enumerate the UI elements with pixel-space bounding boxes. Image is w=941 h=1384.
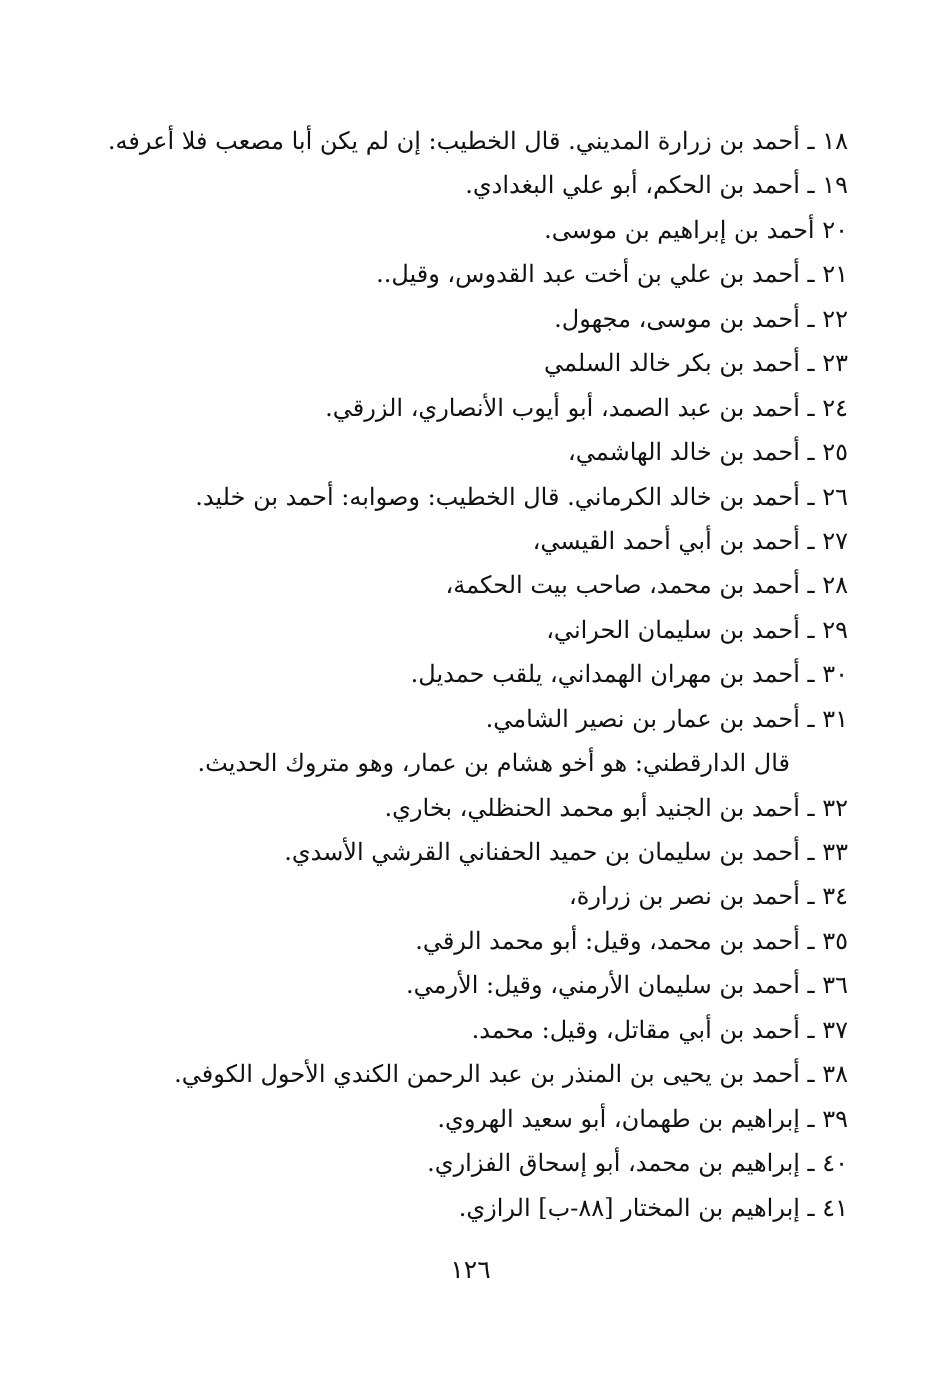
list-item: ٢٦ ـ أحمد بن خالد الكرماني. قال الخطيب: وصوابه: أحمد بن خليد. <box>195 482 848 511</box>
list-item: ٢٠ أحمد بن إبراهيم بن موسى. <box>544 215 848 244</box>
list-item: ٣٩ ـ إبراهيم بن طهمان، أبو سعيد الهروي. <box>437 1104 848 1133</box>
list-item: ٤٠ ـ إبراهيم بن محمد، أبو إسحاق الفزاري. <box>427 1149 848 1178</box>
list-item: ٢١ ـ أحمد بن علي بن أخت عبد القدوس، وقيل.. <box>376 260 848 289</box>
list-item: ٣٧ ـ أحمد بن أبي مقاتل، وقيل: محمد. <box>471 1015 848 1044</box>
list-item: ٢٣ ـ أحمد بن بكر خالد السلمي <box>544 349 848 378</box>
list-item-note: قال الدارقطني: هو أخو هشام بن عمار، وهو متروك الحديث. <box>197 749 790 778</box>
list-item: ٣٨ ـ أحمد بن يحيى بن المنذر بن عبد الرحمن الكندي الأحول الكوفي. <box>174 1060 848 1089</box>
list-item: ٢٧ ـ أحمد بن أبي أحمد القيسي، <box>532 526 848 555</box>
list-item: ١٩ ـ أحمد بن الحكم، أبو علي البغدادي. <box>465 171 848 200</box>
list-item: ١٨ ـ أحمد بن زرارة المديني. قال الخطيب: إن لم يكن أبا مصعب فلا أعرفه. <box>107 127 848 155</box>
list-item: ٢٩ ـ أحمد بن سليمان الحراني، <box>546 615 848 644</box>
list-item: ٣٥ ـ أحمد بن محمد، وقيل: أبو محمد الرقي. <box>415 926 848 955</box>
list-item: ٣٦ ـ أحمد بن سليمان الأرمني، وقيل: الأرمي. <box>405 971 848 1000</box>
list-item: ٢٤ ـ أحمد بن عبد الصمد، أبو أيوب الأنصاري، الزرقي. <box>325 393 848 422</box>
list-item: ٢٥ ـ أحمد بن خالد الهاشمي، <box>567 438 848 467</box>
list-item: ٣٤ ـ أحمد بن نصر بن زرارة، <box>569 882 848 911</box>
page-number: ١٢٦ <box>450 1255 491 1284</box>
list-item: ٣٣ ـ أحمد بن سليمان بن حميد الحفناني القرشي الأسدي. <box>284 838 848 866</box>
list-item: ٣٠ ـ أحمد بن مهران الهمداني، يلقب حمديل. <box>410 660 848 689</box>
narrator-list <box>88 119 848 1230</box>
list-item: ٣٢ ـ أحمد بن الجنيد أبو محمد الحنظلي، بخاري. <box>384 793 848 822</box>
list-item: ٤١ ـ إبراهيم بن المختار [٨٨-ب] الرازي. <box>458 1193 848 1222</box>
list-item: ٢٢ ـ أحمد بن موسى، مجهول. <box>554 304 848 333</box>
list-item: ٢٨ ـ أحمد بن محمد، صاحب بيت الحكمة، <box>445 571 848 600</box>
list-item: ٣١ ـ أحمد بن عمار بن نصير الشامي. <box>485 704 848 733</box>
